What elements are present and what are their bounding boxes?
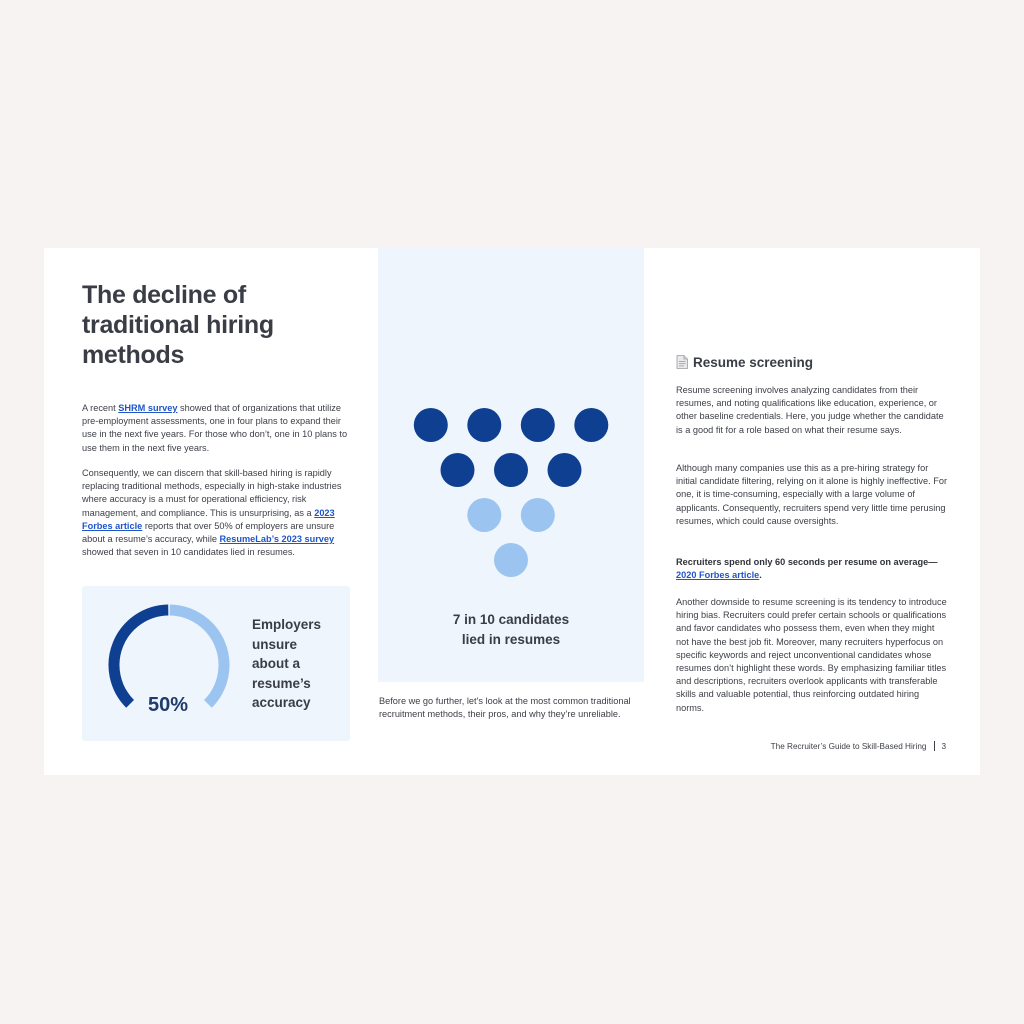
forbes-2023-link[interactable]: 2023 Forbes article: [82, 507, 335, 531]
candidates-stat-card: [378, 248, 644, 682]
candidate-dot-lied: [521, 408, 555, 442]
section-heading: [676, 352, 813, 372]
transition-paragraph: Before we go further, let’s look at the most common traditional recruitment methods, their pros, and why they’re unreliable.: [379, 696, 631, 720]
gauge-value-arc: [114, 610, 168, 704]
resumelab-survey-link[interactable]: ResumeLab’s 2023 survey: [219, 534, 335, 545]
title-line: The decline of: [82, 281, 246, 309]
candidate-dot-honest: [521, 498, 555, 532]
callout-paragraph: Recruiters spend only 60 seconds per resume on average—2020 Forbes article.: [676, 557, 938, 581]
candidate-dots-graphic: [378, 248, 644, 598]
stat-label: Employers unsure about a resume’s accuracy: [252, 617, 322, 710]
candidate-dot-lied: [548, 453, 582, 487]
intro-paragraph: A recent SHRM survey showed that of organizations that utilize pre-employment assessments, one in four plans to expand their use in the next five years. For those who don’t, one in 10 plans to use them in the next five years.: [82, 403, 348, 453]
candidate-dot-honest: [494, 543, 528, 577]
document-page: [44, 248, 980, 775]
page-footer: [771, 740, 946, 752]
bias-paragraph: Another downside to resume screening is its tendency to introduce hiring bias. Recruiters could prefer certain schools or qualifications and favor candidates who possess them, even when they might not have the best job fit. Moreover, many recruiters hyperfocus on specific keywords and reject unconventional candidates whose resumes don’t highlight these words. By emphasizing familiar titles and descriptions, recruiters overlook applicants with transferable skills and valuable potential, thus reinforcing outdated hiring norms.: [676, 597, 947, 713]
page-title: [82, 280, 342, 370]
stat-value: 50%: [148, 694, 189, 716]
page-number: 3: [941, 741, 946, 751]
title-line: traditional hiring: [82, 311, 274, 339]
candidate-dot-lied: [467, 408, 501, 442]
stat-card: [82, 586, 350, 741]
candidate-dot-lied: [441, 453, 475, 487]
candidate-dot-lied: [414, 408, 448, 442]
forbes-2020-link[interactable]: 2020 Forbes article: [676, 570, 760, 581]
candidates-caption: 7 in 10 candidates lied in resumes: [452, 612, 570, 647]
prehiring-paragraph: Although many companies use this as a pre-hiring strategy for initial candidate filtering, relying on it alone is highly ineffective. For one, it is time-consuming, especially with a large volume of applicants. Consequently, recruiters spend very little time perusing resumes, which could cause oversights.: [676, 463, 948, 526]
candidate-dot-lied: [574, 408, 608, 442]
footer-divider: [934, 741, 935, 751]
document-icon: [676, 355, 688, 369]
candidate-dot-lied: [494, 453, 528, 487]
footer-title: The Recruiter’s Guide to Skill-Based Hiring: [770, 741, 927, 751]
consequence-paragraph: Consequently, we can discern that skill-based hiring is rapidly replacing traditional methods, especially in high-stake industries where accuracy is a must for operational efficiency, risk management, and compliance. This is unsurprising, as a 2023 Forbes article reports that over 50% of employers are unsure about a resume’s accuracy, while ResumeLab’s 2023 survey showed that seven in 10 candidates lied in resumes.: [82, 468, 342, 558]
section-title: Resume screening: [693, 354, 814, 370]
candidate-dot-honest: [467, 498, 501, 532]
shrm-survey-link[interactable]: SHRM survey: [118, 403, 178, 413]
resume-screening-paragraph: Resume screening involves analyzing candidates from their resumes, and noting qualifications like education, experience, or other baseline credentials. Here, you judge whether the candidate is a good fit for a role based on what their resume says.: [676, 385, 944, 435]
gauge-remaining-arc: [170, 610, 224, 704]
title-line: methods: [82, 341, 185, 369]
